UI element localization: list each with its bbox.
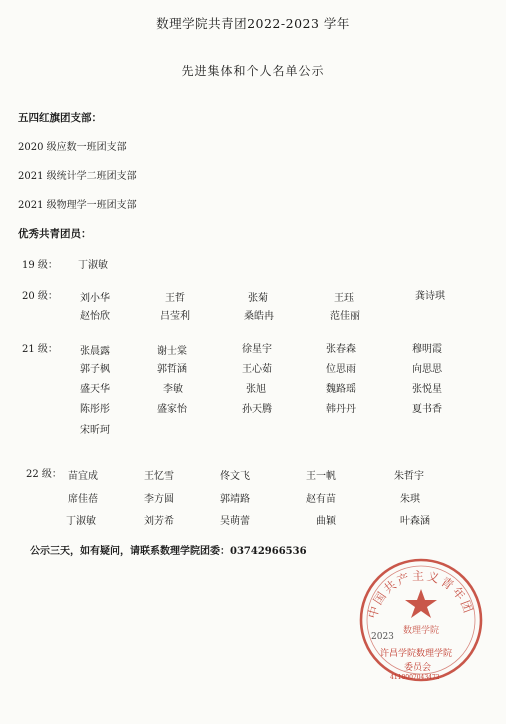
member-name: 孙天腾 (242, 404, 272, 415)
branch-item: 2020 级应数一班团支部 (18, 142, 127, 153)
member-name: 丁淑敏 (78, 260, 108, 271)
member-name: 夏书香 (412, 404, 442, 415)
member-name: 盛天华 (80, 384, 110, 395)
branch-item: 2021 级统计学二班团支部 (18, 171, 137, 182)
member-name: 王珏 (334, 293, 354, 304)
member-name: 魏路瑶 (326, 384, 356, 395)
member-name: 张春森 (326, 344, 356, 355)
member-name: 刘芳希 (144, 516, 174, 527)
document-title: 数理学院共青团2022-2023 学年 (156, 16, 350, 31)
seal-ring-text: 中国共产主义青年团 (365, 568, 476, 621)
member-name: 李敏 (163, 384, 183, 395)
seal-number: 4110007043472 (390, 674, 440, 681)
member-name: 张菊 (248, 293, 268, 304)
member-name: 郭靖路 (220, 494, 250, 505)
member-name: 吴萌蕾 (220, 516, 250, 527)
member-name: 王哲 (165, 293, 185, 304)
member-name: 刘小华 (80, 293, 110, 304)
member-name: 宋昕珂 (80, 425, 110, 436)
member-name: 丁淑敏 (66, 516, 96, 527)
seal-org-name: 许昌学院数理学院 (380, 649, 453, 659)
member-name: 佟文飞 (220, 471, 250, 482)
member-name: 苗宜成 (68, 471, 98, 482)
seal-date: 2023 (371, 632, 394, 642)
grade-22-label: 22 级： (26, 469, 62, 480)
document-subtitle: 先进集体和个人名单公示 (181, 64, 325, 78)
member-name: 穆明霞 (412, 344, 442, 355)
member-name: 叶森涵 (400, 516, 430, 527)
member-name: 李方圆 (144, 494, 174, 505)
member-name: 吕莹利 (160, 311, 190, 322)
member-name: 郭哲涵 (157, 364, 187, 375)
member-name: 赵怡欣 (80, 311, 110, 322)
seal-committee: 委员会 (404, 663, 432, 673)
member-name: 向思思 (412, 364, 442, 375)
member-name: 席佳蓓 (68, 494, 98, 505)
member-name: 陈彤彤 (80, 404, 110, 415)
member-name: 范佳丽 (330, 311, 360, 322)
member-name: 张晨露 (80, 346, 110, 357)
grade-19-label: 19 级： (22, 260, 58, 271)
collective-heading: 五四红旗团支部： (18, 112, 102, 124)
member-name: 郭子枫 (80, 364, 110, 375)
member-name: 谢士棠 (157, 346, 187, 357)
member-name: 曲颖 (316, 516, 336, 527)
grade-20-label: 20 级： (22, 291, 58, 302)
members-heading: 优秀共青团员： (18, 228, 92, 240)
member-name: 张旭 (246, 384, 266, 395)
member-name: 盛家怡 (157, 404, 187, 415)
member-name: 位思雨 (326, 364, 356, 375)
member-name: 张悦星 (412, 384, 442, 395)
member-name: 徐星宇 (242, 344, 272, 355)
grade-21-label: 21 级： (22, 344, 58, 355)
branch-item: 2021 级物理学一班团支部 (18, 200, 137, 211)
seal-center-text: 数理学院 (402, 626, 440, 636)
member-name: 赵有苗 (306, 494, 336, 505)
member-name: 韩丹丹 (326, 404, 356, 415)
member-name: 朱哲宇 (394, 471, 424, 482)
member-name: 王一帆 (306, 471, 336, 482)
notice-text: 公示三天，如有疑问，请联系数理学院团委：03742966536 (30, 546, 307, 557)
member-name: 桑皓冉 (244, 311, 274, 322)
member-name: 朱琪 (400, 494, 420, 505)
member-name: 王心茹 (242, 364, 272, 375)
member-name: 龚诗琪 (415, 291, 445, 302)
member-name: 王忆雪 (144, 471, 174, 482)
